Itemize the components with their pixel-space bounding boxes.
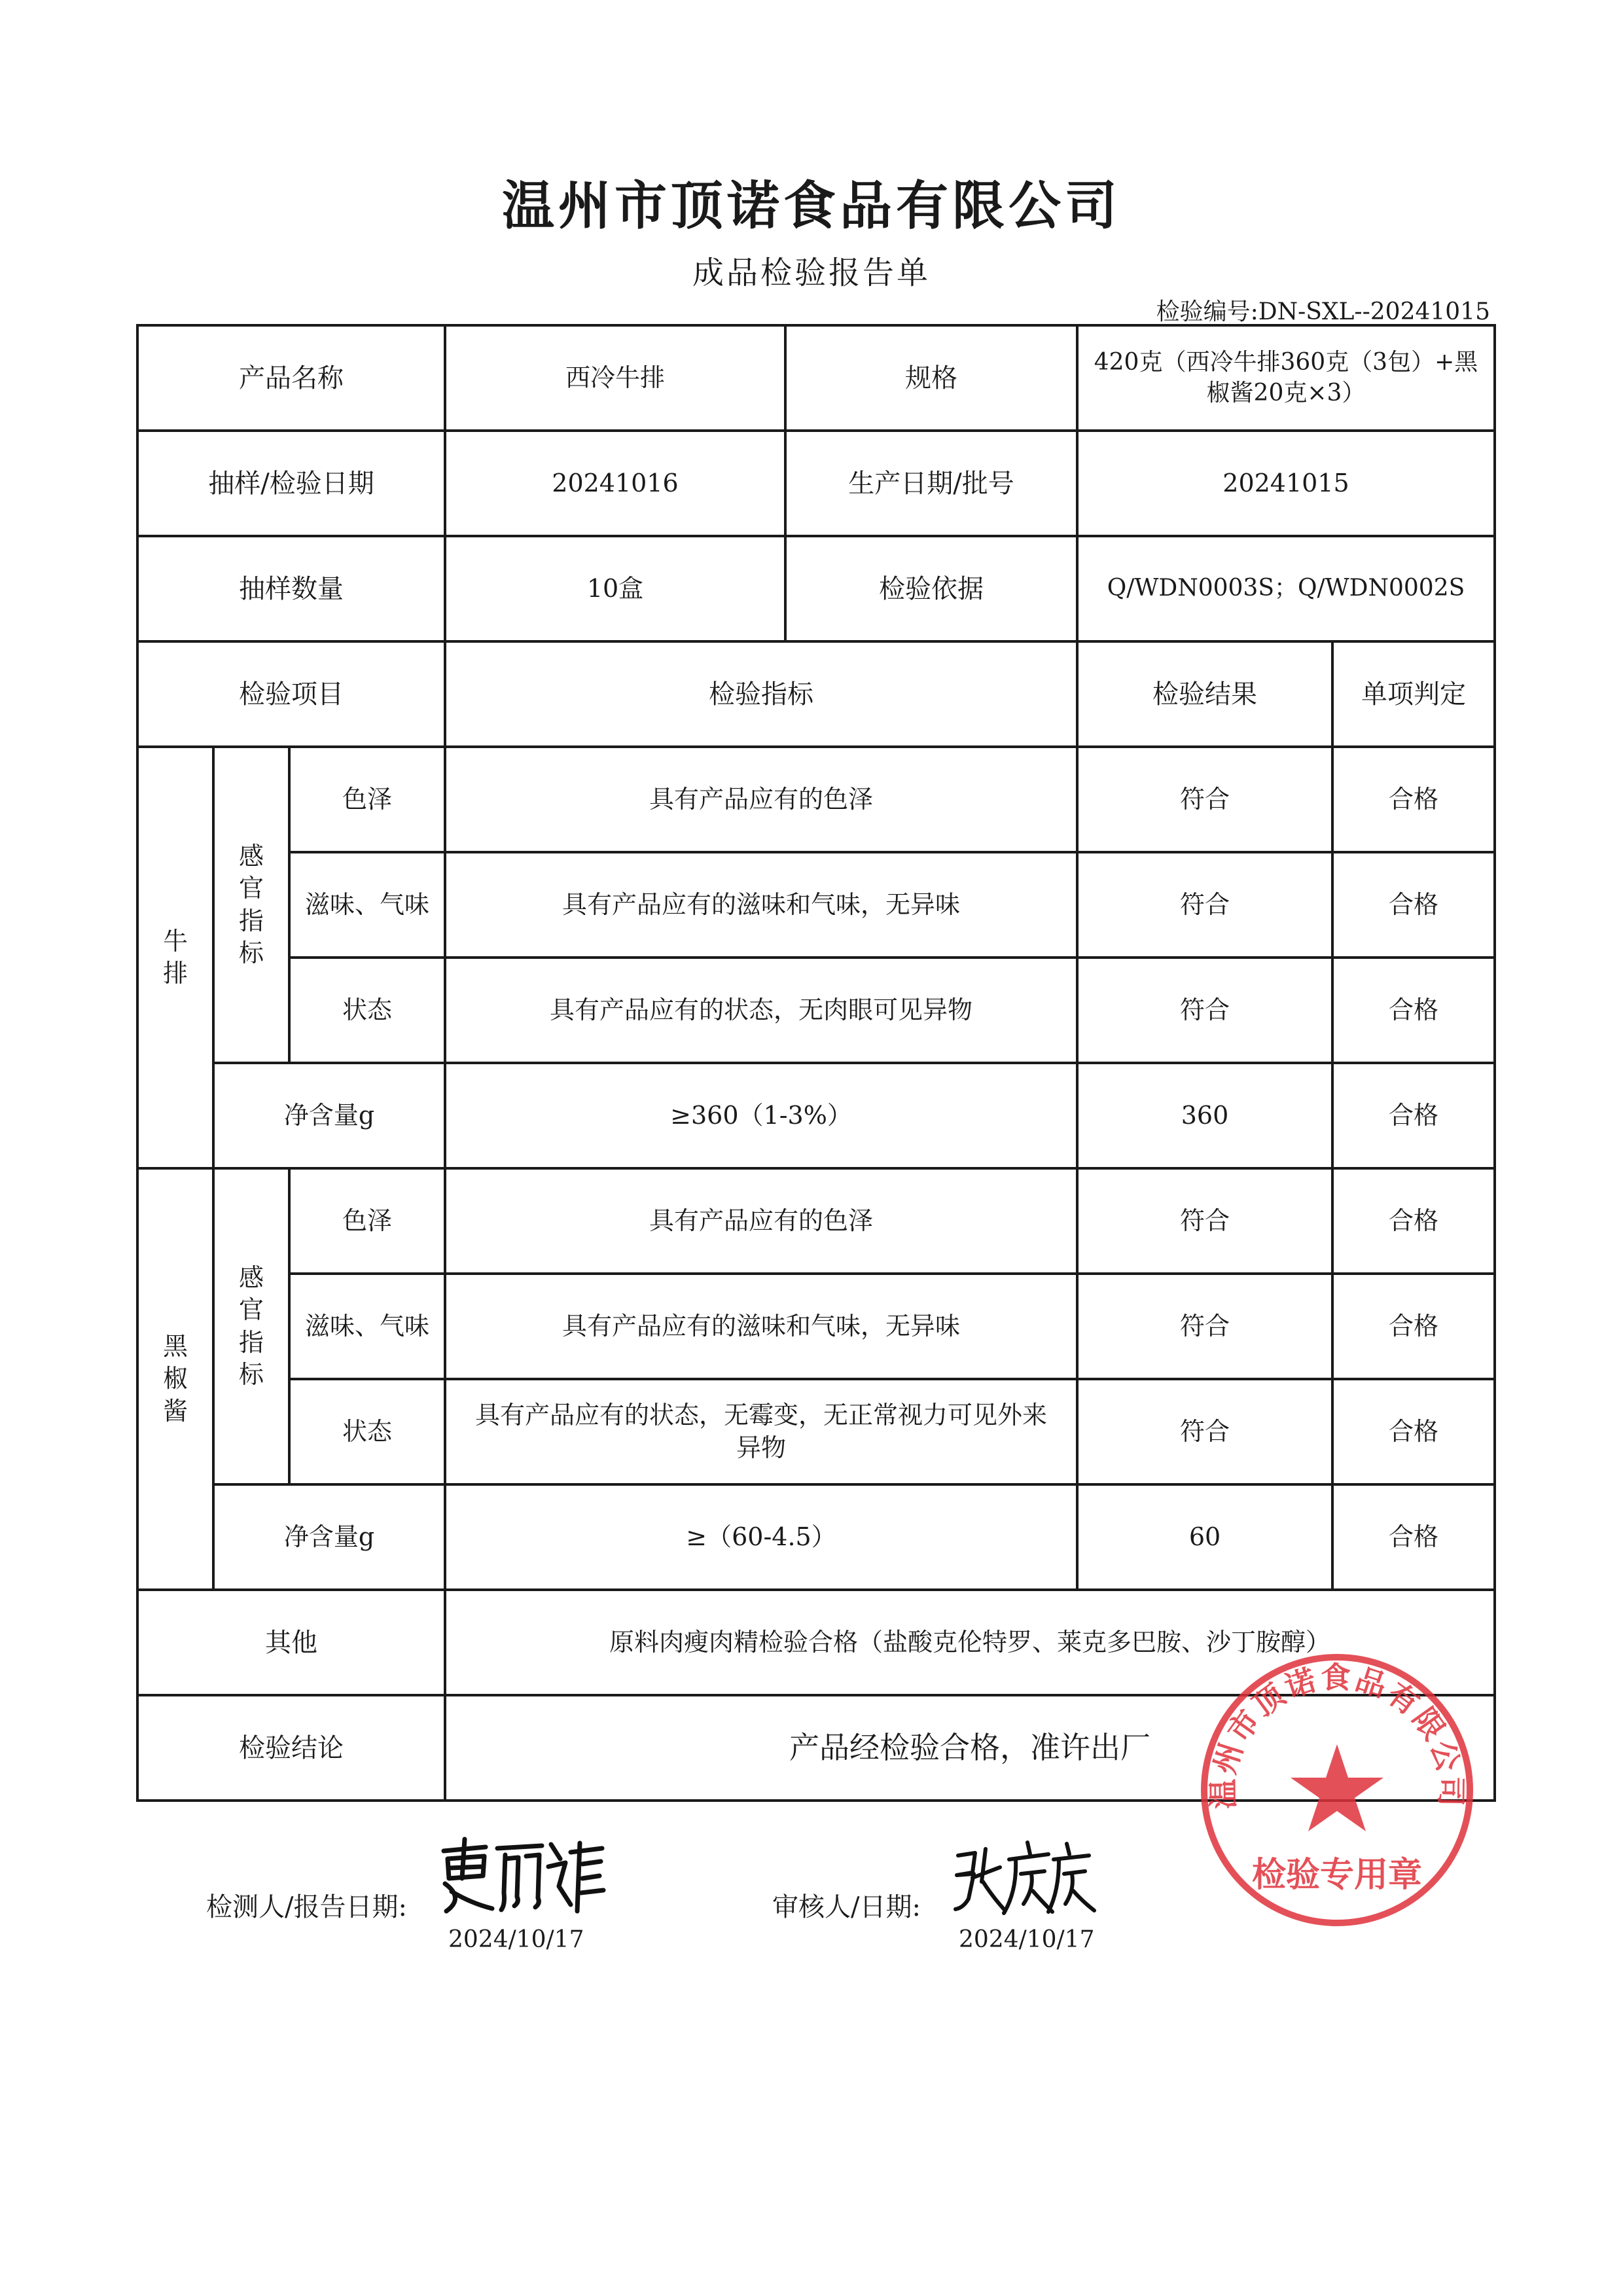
spec-value: 420克（西冷牛排360克（3包）+黑椒酱20克×3） xyxy=(1077,325,1495,431)
stamp-text: 温州市顶诺食品有限公司 xyxy=(1205,1659,1469,1810)
judgement-cell: 合格 xyxy=(1332,1379,1495,1484)
basis-label: 检验依据 xyxy=(785,536,1077,641)
item-cell: 滋味、气味 xyxy=(289,852,445,958)
inspection-stamp xyxy=(1196,1649,1478,1931)
standard-cell: 具有产品应有的色泽 xyxy=(445,747,1077,852)
reviewer-label: 审核人/日期: xyxy=(772,1892,921,1922)
item-cell: 状态 xyxy=(289,958,445,1063)
col-header-judgement: 单项判定 xyxy=(1332,641,1495,747)
result-cell: 60 xyxy=(1077,1484,1332,1590)
sampling-date-value: 20241016 xyxy=(445,431,785,536)
item-cell: 色泽 xyxy=(289,1168,445,1274)
report-number: 检验编号:DN-SXL--20241015 xyxy=(1156,298,1490,325)
other-label: 其他 xyxy=(137,1590,445,1695)
standard-cell: ≥360（1-3%） xyxy=(445,1063,1077,1168)
item-cell: 滋味、气味 xyxy=(289,1274,445,1379)
reviewer-signature xyxy=(949,1836,1099,1921)
section-name-steak: 牛 排 xyxy=(137,747,213,1168)
standard-cell: ≥（60-4.5） xyxy=(445,1484,1077,1590)
document-title: 成品检验报告单 xyxy=(692,255,931,291)
item-cell: 状态 xyxy=(289,1379,445,1484)
standard-cell: 具有产品应有的滋味和气味，无异味 xyxy=(445,1274,1077,1379)
judgement-cell: 合格 xyxy=(1332,1274,1495,1379)
judgement-cell: 合格 xyxy=(1332,852,1495,958)
company-title: 温州市顶诺食品有限公司 xyxy=(502,175,1121,236)
sample-qty-label: 抽样数量 xyxy=(137,536,445,641)
judgement-cell: 合格 xyxy=(1332,1484,1495,1590)
batch-value: 20241015 xyxy=(1077,431,1495,536)
batch-label: 生产日期/批号 xyxy=(785,431,1077,536)
sensory-label: 感 官 指 标 xyxy=(213,1168,289,1484)
spec-label: 规格 xyxy=(785,325,1077,431)
inspector-signature xyxy=(432,1833,609,1924)
judgement-cell: 合格 xyxy=(1332,1168,1495,1274)
conclusion-value: 产品经检验合格，准许出厂 xyxy=(445,1695,1495,1801)
item-cell: 色泽 xyxy=(289,747,445,852)
judgement-cell: 合格 xyxy=(1332,958,1495,1063)
col-header-standard: 检验指标 xyxy=(445,641,1077,747)
conclusion-label: 检验结论 xyxy=(137,1695,445,1801)
sample-qty-value: 10盒 xyxy=(445,536,785,641)
result-cell: 符合 xyxy=(1077,747,1332,852)
product-name-value: 西冷牛排 xyxy=(445,325,785,431)
section-name-sauce: 黑 椒 酱 xyxy=(137,1168,213,1590)
result-cell: 符合 xyxy=(1077,1168,1332,1274)
inspector-label: 检测人/报告日期: xyxy=(206,1892,407,1922)
reviewer-date: 2024/10/17 xyxy=(959,1926,1095,1953)
sampling-date-label: 抽样/检验日期 xyxy=(137,431,445,536)
inspector-date: 2024/10/17 xyxy=(448,1926,584,1953)
sensory-label: 感 官 指 标 xyxy=(213,747,289,1063)
judgement-cell: 合格 xyxy=(1332,1063,1495,1168)
standard-cell: 具有产品应有的状态，无肉眼可见异物 xyxy=(445,958,1077,1063)
result-cell: 360 xyxy=(1077,1063,1332,1168)
net-content-label: 净含量g xyxy=(213,1063,445,1168)
col-header-item: 检验项目 xyxy=(137,641,445,747)
inspection-table xyxy=(136,324,1496,1802)
result-cell: 符合 xyxy=(1077,1274,1332,1379)
standard-cell: 具有产品应有的滋味和气味，无异味 xyxy=(445,852,1077,958)
judgement-cell: 合格 xyxy=(1332,747,1495,852)
standard-cell: 具有产品应有的色泽 xyxy=(445,1168,1077,1274)
product-name-label: 产品名称 xyxy=(137,325,445,431)
result-cell: 符合 xyxy=(1077,958,1332,1063)
stamp-star-icon xyxy=(1291,1744,1383,1831)
standard-cell: 具有产品应有的状态，无霉变，无正常视力可见外来异物 xyxy=(445,1379,1077,1484)
result-cell: 符合 xyxy=(1077,852,1332,958)
basis-value: Q/WDN0003S；Q/WDN0002S xyxy=(1077,536,1495,641)
other-value: 原料肉瘦肉精检验合格（盐酸克伦特罗、莱克多巴胺、沙丁胺醇） xyxy=(445,1590,1495,1695)
stamp-label: 检验专用章 xyxy=(1251,1856,1423,1895)
result-cell: 符合 xyxy=(1077,1379,1332,1484)
net-content-label: 净含量g xyxy=(213,1484,445,1590)
col-header-result: 检验结果 xyxy=(1077,641,1332,747)
